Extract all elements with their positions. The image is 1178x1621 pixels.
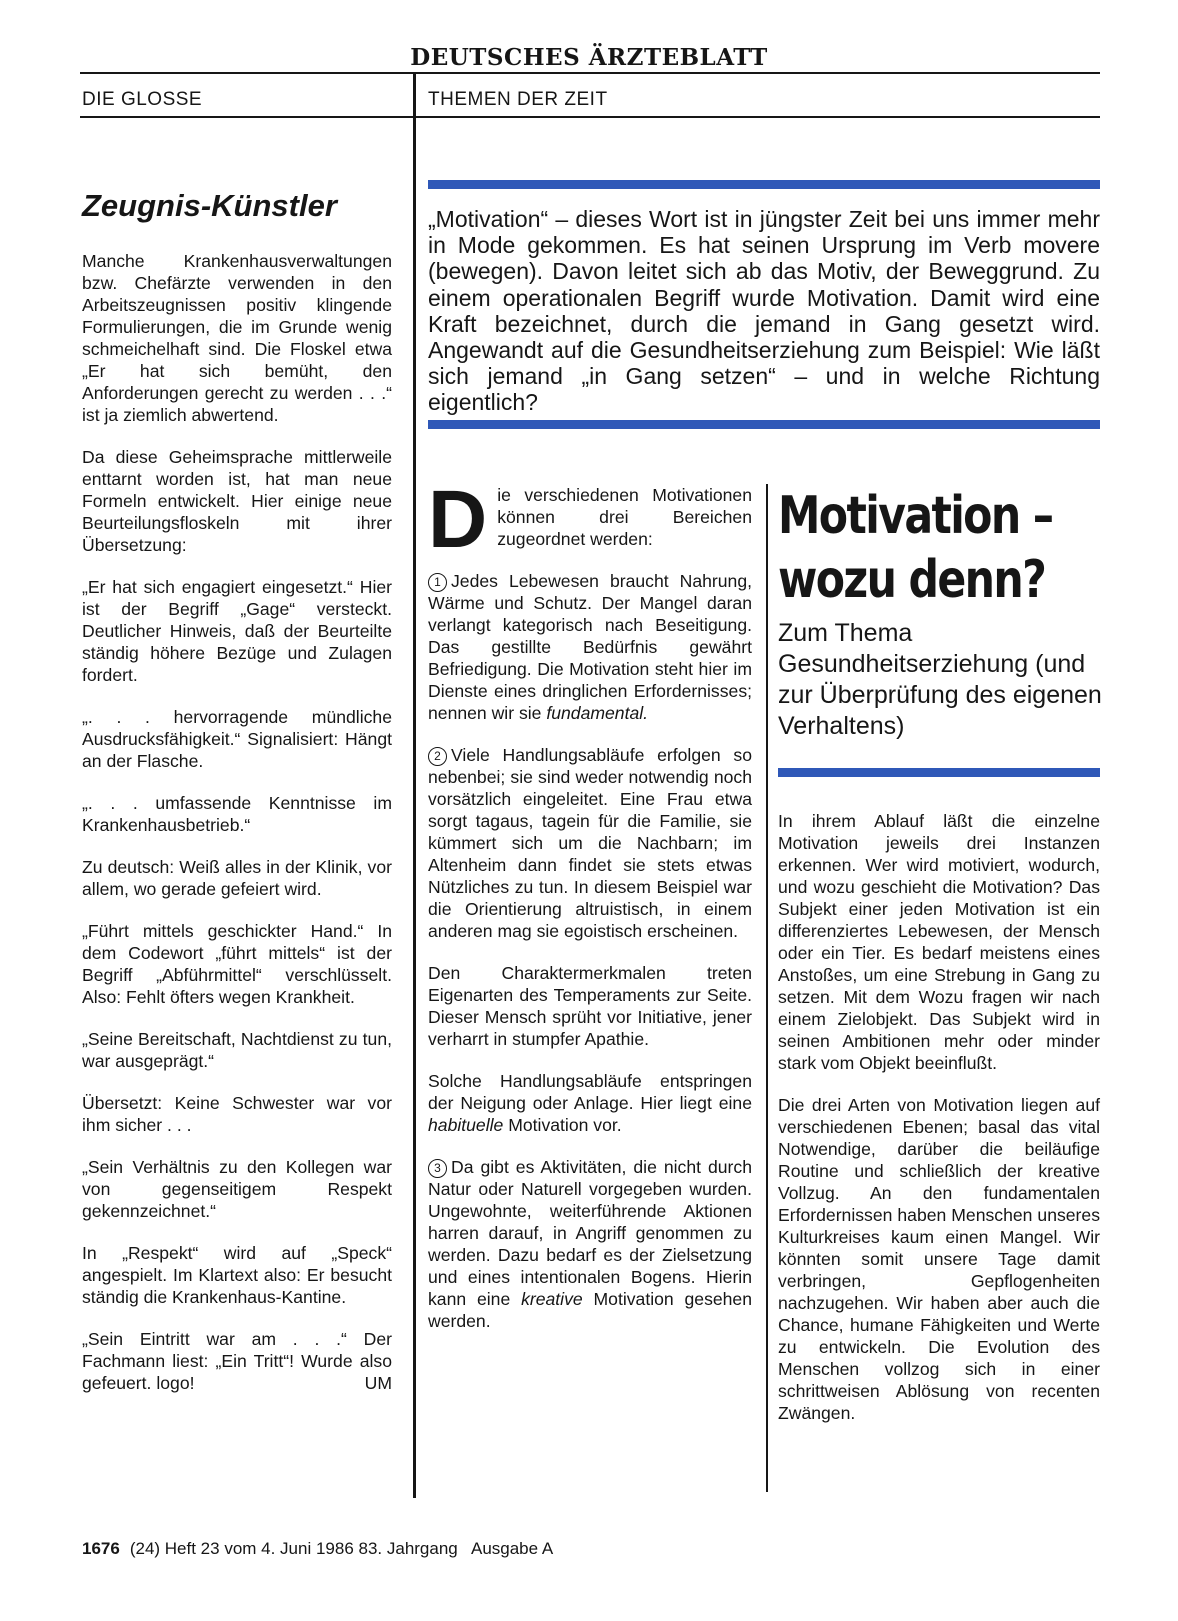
glosse-paragraph: „Sein Verhältnis zu den Kollegen war von gegenseitigem Respekt gekennzeichnet.“ [82,1157,392,1221]
circled-number-2-icon: 2 [428,747,447,766]
glosse-paragraph: Übersetzt: Keine Schwester war vor ihm sicher . . . [82,1093,392,1135]
masthead-rule [80,72,1100,74]
article-paragraph [428,744,752,942]
glosse-paragraph: Zu deutsch: Weiß alles in der Klinik, vor allem, wo gerade gefeiert wird. [82,857,392,899]
article-paragraph-text: ie verschiedenen Motivationen können drei Bereichen zugeordnet werden: [497,485,752,549]
glosse-paragraph: „Er hat sich engagiert eingesetzt.“ Hier ist der Begriff „Gage“ versteckt. Deutlicher Hinweis, daß der Beurteilte ständig höhere Bezüge und Zulagen fordert. [82,577,392,685]
article-paragraph [428,1070,752,1136]
article-paragraph-text: Motivation gesehen werden. [428,1289,753,1331]
article-paragraph-text: Jedes Lebewesen braucht Nahrung, Wärme und Schutz. Der Mangel daran verlangt kategorisch nach Beseitigung. Das gestillte Bedürfnis gewährt Befriedigung. Die Motivation steht hier im Dienste eines dringlichen Erfordernisses; nennen wir sie [428,571,752,723]
article-paragraph-text: Solche Handlungsabläufe entspringen der Neigung oder Anlage. Hier liegt eine [428,1071,752,1113]
glosse-signature: UM [364,1373,392,1393]
subhead-bar [778,768,1100,777]
intro-top-bar [428,180,1100,189]
article-paragraph [428,570,752,724]
glosse-title: Zeugnis-Künstler [82,188,337,223]
emphasis-kreative: kreative [521,1289,583,1309]
article-paragraph-text: Viele Handlungsabläufe erfolgen so nebenbei; sie sind weder notwendig noch vorsätzlich eingeleitet. Eine Frau etwa sorgt tagaus, tagein für die Familie, sie kümmert sich um die Nachbarn; im Altenheim dann findet sie stets etwas Nützliches zu tun. In diesem Beispiel war die Orientierung altruistisch, in einem anderen mag sie egoistisch erscheinen. [428,745,752,941]
glosse-last-paragraph [82,1328,392,1394]
article-intro: „Motivation“ – dieses Wort ist in jüngster Zeit bei uns immer mehr in Mode gekommen. Es hat seinen Ursprung im Verb movere (bewegen). Davon leitet sich ab das Motiv, der Beweggrund. Zu einem operationalen Begriff wurde Motivation. Damit wird eine Kraft bezeichnet, durch die jemand in Gang gesetzt wird. Angewandt auf die Gesundheitserziehung zum Beispiel: Wie läßt sich jemand „in Gang setzen“ – und in welche Richtung eigentlich? [428,206,1100,416]
headline-line-2: wozu denn? [778,550,1046,610]
masthead: DEUTSCHES ÄRZTEBLATT [410,44,768,71]
circled-number-3-icon: 3 [428,1159,447,1178]
glosse-paragraph: „. . . umfassende Kenntnisse im Krankenhausbetrieb.“ [82,793,392,835]
section-label-left: DIE GLOSSE [82,89,203,110]
intro-bottom-bar [428,420,1100,429]
article-paragraph: In ihrem Ablauf läßt die einzelne Motivation jeweils drei Instanzen erkennen. Wer wird motiviert, wodurch, und wozu geschieht die Motivation? Das Subjekt einer jeden Motivation ist ein differenziertes Lebewesen, der Mensch oder ein Tier. Es bedarf meistens eines Anstoßes, um eine Strebung in Gang zu setzen. Mit dem Wozu fragen wir nach einem Zielobjekt. Das Subjekt wird in seinen Ambitionen mehr oder minder stark vom Objekt beeinflußt. [778,811,1100,1073]
drop-cap: D [428,474,488,565]
page-number: 1676 [82,1539,120,1558]
issue-info: (24) Heft 23 vom 4. Juni 1986 83. Jahrgang Ausgabe A [129,1539,554,1558]
glosse-paragraph: Da diese Geheimsprache mittlerweile enttarnt worden ist, hat man neue Formeln entwickelt. Hier einige neue Beurteilungsfloskeln mit ihrer Übersetzung: [82,447,392,555]
circled-number-1-icon: 1 [428,573,447,592]
article-paragraph-text: Motivation vor. [508,1115,622,1135]
article-paragraph [428,1156,752,1332]
article-paragraph: Den Charaktermerkmalen treten Eigenarten des Temperaments zur Seite. Dieser Mensch sprüht vor Initiative, jener verharrt in stumpfer Apathie. [428,963,752,1049]
column-divider [413,74,416,1498]
section-label-right: THEMEN DER ZEIT [428,89,608,110]
page-footer [82,1539,553,1559]
glosse-paragraph: „. . . hervorragende mündliche Ausdrucksfähigkeit.“ Signalisiert: Hängt an der Flasche. [82,707,392,771]
emphasis-habituelle: habituelle [428,1115,504,1135]
article-column-divider [766,484,768,1492]
section-rule [80,116,1100,118]
article-column-2 [778,810,1100,1424]
article-subhead: Zum Thema Gesundheitserziehung (und zur Überprüfung des eigenen Verhaltens) [778,619,1102,740]
article-paragraph: Die drei Arten von Motivation liegen auf verschiedenen Ebenen; basal das vital Notwendige, darüber die beiläufige Routine und schließlich der kreative Vollzug. An den fundamentalen Erfordernissen haben Menschen unseres Kulturkreises kaum einen Mangel. Wir könnten somit unsere Tage damit verbringen, Gepflogenheiten nachzugehen. Wir haben aber auch die Chance, humane Fähigkeiten und Werte zu entwickeln. Die Evolution des Menschen vollzog sich in einer schrittweisen Ablösung von recenten Zwängen. [778,1095,1100,1423]
glosse-paragraph: In „Respekt“ wird auf „Speck“ angespielt. Im Klartext also: Er besucht ständig die Krankenhaus-Kantine. [82,1243,392,1307]
headline-line-1: Motivation – [778,486,1053,546]
glosse-paragraph: „Seine Bereitschaft, Nachtdienst zu tun, war ausgeprägt.“ [82,1029,392,1071]
article-paragraph-text: Da gibt es Aktivitäten, die nicht durch Natur oder Naturell vorgegeben wurden. Ungewohnte, weiterführende Aktionen harren darauf, in Angriff genommen zu werden. Dazu bedarf es der Zielsetzung und eines intentionalen Bogens. Hierin kann eine [428,1157,752,1309]
article-headline [778,484,1053,612]
glosse-paragraph: Manche Krankenhausverwaltungen bzw. Chefärzte verwenden in den Arbeitszeugnissen positiv klingende Formulierungen, die im Grunde wenig schmeichelhaft sind. Die Floskel etwa „Er hat sich bemüht, den Anforderungen gerecht zu werden . . .“ ist ja ziemlich abwertend. [82,251,392,425]
glosse-column [82,250,392,1394]
glosse-paragraph: „Führt mittels geschickter Hand.“ In dem Codewort „führt mittels“ ist der Begriff „Abführmittel“ verschlüsselt. Also: Fehlt öfters wegen Krankheit. [82,921,392,1007]
article-paragraph [428,474,752,565]
article-column-1 [428,474,753,1332]
glosse-paragraph-text: „Sein Eintritt war am . . .“ Der Fachmann liest: „Ein Tritt“! Wurde also gefeuert. logo! [82,1329,392,1393]
emphasis-fundamental: fundamental. [546,703,649,723]
